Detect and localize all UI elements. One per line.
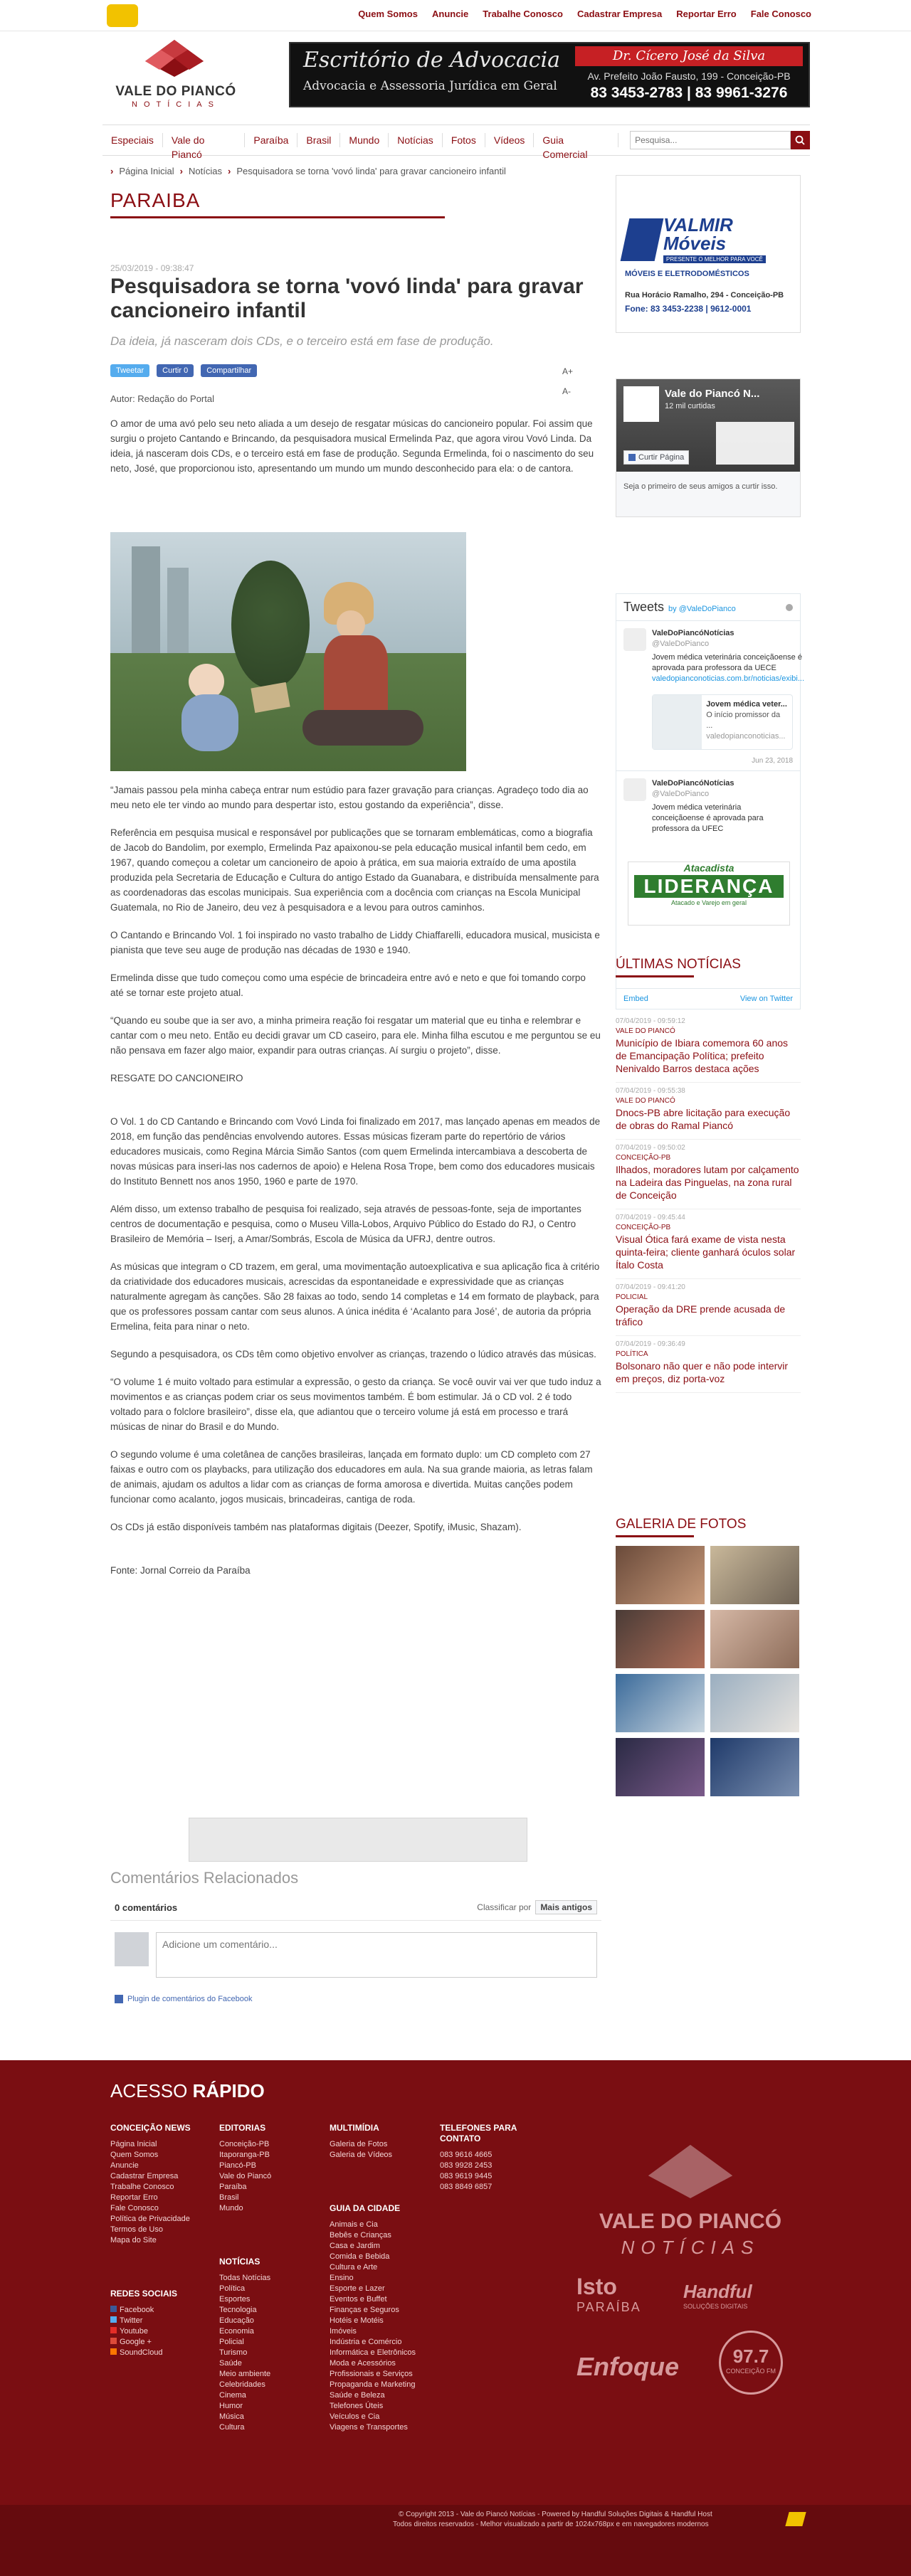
photo-gallery bbox=[616, 1517, 801, 1796]
footer bbox=[0, 2060, 911, 2505]
footer-link[interactable]: Todas Notícias bbox=[219, 2274, 271, 2282]
lideranca-sub: Atacado e Varejo em geral bbox=[671, 899, 747, 906]
valmir-phone: Fone: 83 3453-2238 | 9612-0001 bbox=[625, 304, 752, 314]
top-bar bbox=[0, 0, 911, 31]
footer-link[interactable]: Economia bbox=[219, 2327, 254, 2336]
footer-link[interactable]: Política de Privacidade bbox=[110, 2215, 190, 2223]
comment-input[interactable] bbox=[156, 1932, 597, 1978]
news-date: 07/04/2019 - 09:59:12 bbox=[616, 1017, 685, 1025]
valmir-logo-mark bbox=[621, 218, 664, 261]
top-link-cadastrar[interactable]: Cadastrar Empresa bbox=[576, 9, 663, 19]
logo-icon bbox=[644, 2138, 737, 2203]
fb-like-button[interactable]: Curtir 0 bbox=[157, 364, 194, 377]
tweet-author[interactable]: ValeDoPiancóNotícias bbox=[652, 779, 734, 788]
nav-item-paraiba[interactable]: Paraíba bbox=[245, 133, 297, 147]
lideranca-name: LIDERANÇA bbox=[634, 875, 784, 898]
footer-link[interactable]: Humor bbox=[219, 2402, 243, 2410]
paragraph: Ermelinda disse que tudo começou como uma espécie de brincadeira entre avó e neto e que foi tomando corpo até se tornar este projeto atual. bbox=[110, 972, 586, 998]
footer-link[interactable]: Policial bbox=[219, 2338, 244, 2346]
site-logo[interactable] bbox=[108, 37, 243, 111]
footer-col-title: CONCEIÇÃO NEWS bbox=[110, 2123, 191, 2133]
nav-item-especiais[interactable]: Especiais bbox=[102, 133, 163, 147]
sidebar-divider bbox=[616, 1535, 694, 1537]
footer-link[interactable]: Esportes bbox=[219, 2295, 251, 2304]
news-date: 07/04/2019 - 09:55:38 bbox=[616, 1087, 685, 1095]
news-title[interactable]: Dnocs-PB abre licitação para execução de obras do Ramal Piancó bbox=[616, 1107, 791, 1131]
paragraph: Além disso, um extenso trabalho de pesquisa foi realizado, seja através de pessoas-fonte, seja de importantes centros de documentação e pesquisa, como o Museu Villa-Lobos, Arquivo Público do Estado do RJ, o Centro Brasileiro de Memória – Iserj, a Amar/Sombrás, Escola de Música da UFRJ, dentre outros. bbox=[110, 1204, 581, 1244]
gallery-thumb[interactable] bbox=[616, 1674, 705, 1732]
paragraph: “Jamais passou pela minha cabeça entrar num estúdio para fazer gravação para crianças. Agradeço todo dia ao meu neto ele ter vindo ao mundo para despertar isto, estou gostando da experiência”, disse. bbox=[110, 785, 589, 810]
paragraph: Referência em pesquisa musical e responsável por publicações que se tornaram emblemáticas, como a biografia de Jacob do Bandolim, por exemplo, Ermelinda Paz apaixonou-se pela educação musical infantil bem cedo, em 1967, quando começou a coletar um cancioneiro de apoio à prática, em sua maioria extraído de uma apostila produzida pela Secretaria de Educação e Cultura do antigo Estado da Guanabara, e distribuída mensalmente para as coordenadoras das escolas municipais. Sua experiência com a docência com crianças na Escola Municipal Guatemala, no Rio de Janeiro, deu vez à pesquisadora e a levou para outros caminhos. bbox=[110, 827, 599, 913]
valmir-tagline: MÓVEIS E ELETRODOMÉSTICOS bbox=[625, 270, 749, 278]
facebook-icon bbox=[110, 2306, 117, 2312]
footer-phone: 083 9619 9445 bbox=[440, 2172, 493, 2180]
breadcrumb-home[interactable]: Página Inicial bbox=[119, 165, 174, 176]
top-links bbox=[358, 9, 811, 19]
fb-like-page-button[interactable] bbox=[623, 450, 689, 465]
footer-col-telefones bbox=[440, 2123, 539, 2193]
logo-subtitle: NOTÍCIAS bbox=[132, 100, 220, 109]
font-size-controls bbox=[562, 366, 573, 396]
share-bar bbox=[110, 364, 257, 377]
fb-page-name[interactable]: Vale do Piancó N... bbox=[665, 388, 760, 400]
font-decrease-button[interactable]: A- bbox=[562, 386, 571, 396]
footer-title-a: ACESSO bbox=[110, 2080, 188, 2101]
news-category: VALE DO PIANCÓ bbox=[616, 1097, 675, 1105]
article-source: Fonte: Jornal Correio da Paraíba bbox=[110, 1565, 251, 1576]
footer-link[interactable]: Tecnologia bbox=[219, 2306, 257, 2314]
valmir-slogan: PRESENTE O MELHOR PARA VOCÊ bbox=[663, 255, 766, 263]
article-subtitle: Da ideia, já nasceram dois CDs, e o terceiro está em fase de produção. bbox=[110, 334, 494, 348]
top-link-reportar[interactable]: Reportar Erro bbox=[676, 9, 737, 19]
footer-link[interactable]: Imóveis bbox=[330, 2327, 357, 2336]
footer-link[interactable]: Mundo bbox=[219, 2204, 243, 2212]
tweet-card[interactable] bbox=[652, 694, 793, 750]
partner-name: Handful bbox=[683, 2281, 752, 2302]
footer-link[interactable]: Política bbox=[219, 2284, 246, 2293]
main-nav bbox=[102, 124, 810, 160]
news-item[interactable] bbox=[616, 1140, 801, 1209]
youtube-icon bbox=[110, 2327, 117, 2333]
footer-phone: 083 9928 2453 bbox=[440, 2161, 493, 2170]
card-icon bbox=[653, 695, 702, 749]
main-header bbox=[110, 164, 601, 218]
footer-col-title: EDITORIAS bbox=[219, 2123, 266, 2133]
lideranca-top: Atacadista bbox=[683, 862, 734, 874]
footer-col-title: TELEFONES PARA CONTATO bbox=[440, 2123, 517, 2143]
article-body bbox=[110, 783, 601, 1591]
footer-col-conceicao bbox=[110, 2123, 203, 2358]
social-google[interactable] bbox=[110, 2337, 203, 2348]
chevron-right-icon: › bbox=[179, 165, 184, 176]
footer-link[interactable]: Eventos e Buffet bbox=[330, 2295, 387, 2304]
news-title[interactable]: Operação da DRE prende acusada de tráfico bbox=[616, 1303, 786, 1327]
sort-select[interactable]: Mais antigos bbox=[535, 1900, 597, 1914]
search-icon bbox=[795, 135, 805, 145]
view-on-twitter-link[interactable]: View on Twitter bbox=[739, 995, 793, 1003]
paragraph: O Vol. 1 do CD Cantando e Brincando com Vovó Linda foi finalizado em 2017, mas lançado apenas em meados de 2018, em função das pendências envolvendo autores. Essas músicas fizeram parte do repertório de vários educadores musicais, como Regina Márcia Simão Santos (com quem Ermelinda intercambiava a descoberta de novas músicas para inseri-las nos cadernos de apoio) e Helena Rosa Trope, bem como dos educadores musicais do Instituto Bennett nos anos 1950, 1960 e parte de 1970. bbox=[110, 1116, 601, 1187]
fb-like-page-label: Curtir Página bbox=[638, 453, 685, 462]
footer-link[interactable]: Ensino bbox=[330, 2274, 354, 2282]
news-title[interactable]: Bolsonaro não quer e não pode intervir em preços, diz porta-voz bbox=[616, 1360, 789, 1384]
valmir-address: Rua Horácio Ramalho, 294 - Conceição-PB bbox=[625, 291, 784, 300]
breadcrumb bbox=[110, 164, 601, 178]
chevron-right-icon: › bbox=[110, 165, 114, 176]
gallery-thumb[interactable] bbox=[710, 1738, 799, 1796]
gallery-thumb[interactable] bbox=[710, 1610, 799, 1668]
footer-col-title: MULTIMÍDIA bbox=[330, 2123, 379, 2133]
footer-link[interactable]: Galeria de Vídeos bbox=[330, 2151, 393, 2159]
partner-logos bbox=[576, 2274, 804, 2416]
partner-sub: PARAÍBA bbox=[576, 2300, 641, 2314]
nav-item-brasil[interactable]: Brasil bbox=[297, 133, 340, 147]
paragraph: O segundo volume é uma coletânea de canções brasileiras, lançada em formato duplo: um CD completo com 27 faixas e outro com os playbacks, para utilização dos educadores em aula. Na sua grande maioria, as letras falam de animais, ajudam os adultos a lidar com as crianças de forma amorosa e divertida. Muitas canções podem funcionar como acalanto, jogos musicais, brincadeiras, cantiga de roda. bbox=[110, 1449, 593, 1505]
footer-link[interactable]: Trabalhe Conosco bbox=[110, 2183, 174, 2191]
news-title[interactable]: Ilhados, moradores lutam por calçamento na Ladeira das Pinguelas, na zona rural de Conceição bbox=[616, 1164, 799, 1201]
comments-title: Comentários Relacionados bbox=[110, 1869, 299, 1887]
footer-link[interactable]: Esporte e Lazer bbox=[330, 2284, 385, 2293]
footer-col-title: GUIA DA CIDADE bbox=[330, 2203, 401, 2213]
header-ad-banner[interactable] bbox=[289, 42, 810, 107]
comments-count: 0 comentários bbox=[115, 1902, 178, 1913]
paragraph: As músicas que integram o CD trazem, em geral, uma movimentação autoexplicativa e sua aplicação fica à critério da criatividade dos educadores musicais, acrescidas da espontaneidade e expressividade que as crianças naturalmente agregam às canções. São 28 faixas ao todo, sendo 14 completas e 14 em formato de playback, para que os professores possam cantar com seus alunos. A única inédita é ‘Acalanto para José’, de autoria da própria Ermelina, feita para ninar o neto. bbox=[110, 1261, 600, 1332]
logo-icon bbox=[142, 37, 206, 78]
partner-isto-paraiba[interactable] bbox=[576, 2274, 641, 2315]
tweets-title: Tweets bbox=[623, 600, 665, 614]
paragraph: O amor de uma avó pelo seu neto aliada a um desejo de resgatar músicas do cancioneiro popular. Foi assim que surgiu o projeto Cantando e Brincando, da pesquisadora musical Ermelinda Paz, que agora virou Vovó Linda. Da ideia, já nasceram dois CDs, e o terceiro está em fase de produção. Segunda Ermelinda, foi o nascimento do seu neto, José, que proporcionou isto, apresentando um mundo um mundo desconhecido para ela: o de cantora. bbox=[110, 418, 594, 474]
section-heading: RESGATE DO CANCIONEIRO bbox=[110, 1073, 243, 1083]
partner-handful[interactable] bbox=[683, 2281, 752, 2310]
partner-name: Isto bbox=[576, 2274, 617, 2299]
social-label: Twitter bbox=[120, 2316, 143, 2325]
comments-section bbox=[110, 1869, 601, 2003]
article-body-intro bbox=[110, 416, 601, 489]
footer-link[interactable]: Telefones Úteis bbox=[330, 2402, 384, 2410]
article-photo bbox=[110, 532, 466, 771]
top-link-trabalhe[interactable]: Trabalhe Conosco bbox=[483, 9, 563, 19]
section-divider bbox=[110, 216, 445, 218]
tweet-text: Jovem médica veterinária conceiçãoense é aprovada para professora da UECE bbox=[652, 653, 802, 672]
ad-placeholder bbox=[189, 1818, 527, 1862]
top-link-quem-somos[interactable]: Quem Somos bbox=[358, 9, 418, 19]
tweet-avatar[interactable] bbox=[623, 628, 646, 651]
footer-col-title: NOTÍCIAS bbox=[219, 2257, 260, 2267]
news-date: 07/04/2019 - 09:45:44 bbox=[616, 1214, 685, 1221]
search-input[interactable] bbox=[630, 131, 791, 149]
footer-link[interactable]: Comida e Bebida bbox=[330, 2252, 390, 2261]
top-link-anuncie[interactable]: Anuncie bbox=[431, 9, 469, 19]
tweets-by[interactable]: by @ValeDoPianco bbox=[668, 605, 736, 613]
footer-link[interactable]: Termos de Uso bbox=[110, 2225, 163, 2234]
footer-link[interactable]: Música bbox=[219, 2412, 244, 2421]
ad-title: Escritório de Advocacia bbox=[303, 48, 561, 73]
social-facebook[interactable] bbox=[110, 2305, 203, 2316]
social-label: Youtube bbox=[120, 2327, 148, 2336]
paragraph: “O volume 1 é muito voltado para estimular a expressão, o gesto da criança. Se você ouvir vai ver que tudo induz a movimentos e as crianças podem criar os seus movimentos também. É bom estimular. Já o CD vol. 2 é todo voltado para o folclore brasileiro”, disse ela, que adiantou que o terceiro volume já está em processo e trará músicas de ninar do Brasil e do Mundo. bbox=[110, 1377, 601, 1432]
gallery-title: GALERIA DE FOTOS bbox=[616, 1517, 747, 1532]
partner-enfoque[interactable] bbox=[576, 2352, 679, 2382]
soundcloud-icon bbox=[110, 2348, 117, 2355]
tweet-author[interactable]: ValeDoPiancóNotícias bbox=[652, 629, 734, 637]
footer-link[interactable]: Galeria de Fotos bbox=[330, 2140, 388, 2148]
social-label: Google + bbox=[120, 2338, 152, 2346]
news-date: 07/04/2019 - 09:41:20 bbox=[616, 1283, 685, 1291]
footer-link[interactable]: Reportar Erro bbox=[110, 2193, 158, 2202]
breadcrumb-noticias[interactable]: Notícias bbox=[189, 165, 222, 176]
footer-link[interactable]: Finanças e Seguros bbox=[330, 2306, 399, 2314]
ad-phones: 83 3453-2783 | 83 9961-3276 bbox=[590, 85, 788, 101]
avatar bbox=[115, 1932, 149, 1966]
sidebar-divider bbox=[616, 975, 694, 977]
footer-link[interactable]: Mapa do Site bbox=[110, 2236, 157, 2244]
paragraph: Segundo a pesquisadora, os CDs têm como objetivo envolver as crianças, trazendo o lúdico através das músicas. bbox=[110, 1349, 596, 1359]
card-title: Jovem médica veter... bbox=[706, 700, 787, 709]
news-item[interactable] bbox=[616, 1336, 801, 1393]
footer-logo[interactable] bbox=[584, 2138, 797, 2267]
social-label: Facebook bbox=[120, 2306, 154, 2314]
facebook-icon bbox=[115, 1995, 123, 2003]
font-increase-button[interactable]: A+ bbox=[562, 366, 574, 376]
news-item[interactable] bbox=[616, 1083, 801, 1140]
footer-title-b: RÁPIDO bbox=[192, 2080, 265, 2101]
facebook-icon bbox=[628, 454, 636, 461]
footer-link[interactable]: Página Inicial bbox=[110, 2140, 157, 2148]
article-title: Pesquisadora se torna 'vovó linda' para gravar cancioneiro infantil bbox=[110, 275, 584, 322]
tweet-link[interactable]: valedopianconoticias.com.br/noticias/exibi... bbox=[652, 674, 805, 683]
card-text: O início promissor da ... bbox=[706, 711, 781, 730]
news-date: 07/04/2019 - 09:36:49 bbox=[616, 1340, 685, 1348]
footer-link[interactable]: Itaporanga-PB bbox=[219, 2151, 270, 2159]
paragraph: O Cantando e Brincando Vol. 1 foi inspirado no vasto trabalho de Liddy Chiaffarelli, educadora musical, musicista e pianista que teve seu auge de produção nas décadas de 1930 e 1940. bbox=[110, 930, 600, 955]
footer-phone: 083 8849 6857 bbox=[440, 2183, 493, 2191]
gallery-thumb[interactable] bbox=[616, 1546, 705, 1604]
fb-share-button[interactable]: Compartilhar bbox=[201, 364, 257, 377]
gallery-thumb[interactable] bbox=[710, 1546, 799, 1604]
header bbox=[0, 31, 911, 115]
google-plus-icon bbox=[110, 2338, 117, 2344]
social-soundcloud[interactable] bbox=[110, 2348, 203, 2358]
footer-link[interactable]: Viagens e Transportes bbox=[330, 2423, 408, 2432]
partner-name: 97.7 bbox=[732, 2346, 769, 2367]
facebook-page-box bbox=[616, 378, 801, 517]
footer-link[interactable]: Paraíba bbox=[219, 2183, 247, 2191]
footer-link[interactable]: Piancó-PB bbox=[219, 2161, 256, 2170]
latest-news bbox=[616, 957, 801, 1393]
news-item[interactable] bbox=[616, 1209, 801, 1279]
tweet-text: Jovem médica veterinária conceiçãoense é aprovada para professora da UFEC bbox=[652, 803, 764, 833]
footer-link[interactable]: Veículos e Cia bbox=[330, 2412, 380, 2421]
footer-link[interactable]: Fale Conosco bbox=[110, 2204, 159, 2212]
social-label: SoundCloud bbox=[120, 2348, 163, 2357]
footer-link[interactable]: Propaganda e Marketing bbox=[330, 2380, 416, 2389]
rights-text: Todos direitos reservados - Melhor visualizado a partir de 1024x768px e em navegadores modernos bbox=[393, 2521, 709, 2528]
news-item[interactable] bbox=[616, 1013, 801, 1083]
copyright-text: © Copyright 2013 - Vale do Piancó Notícias - Powered by Handful Soluções Digitais & Handful Host bbox=[399, 2511, 712, 2518]
social-youtube[interactable] bbox=[110, 2326, 203, 2337]
partner-conceicao-fm[interactable] bbox=[719, 2331, 783, 2395]
social-twitter[interactable] bbox=[110, 2316, 203, 2326]
search-button[interactable] bbox=[791, 131, 810, 149]
gallery-thumb[interactable] bbox=[616, 1738, 705, 1796]
ad-address: Av. Prefeito João Fausto, 199 - Conceição-PB bbox=[587, 70, 791, 82]
partner-sub: CONCEIÇÃO FM bbox=[725, 2368, 776, 2375]
footer-link[interactable]: Bebês e Crianças bbox=[330, 2231, 391, 2240]
partner-name: Enfoque bbox=[576, 2352, 679, 2381]
nav-item-mundo[interactable]: Mundo bbox=[340, 133, 389, 147]
section-title: PARAIBA bbox=[110, 189, 201, 211]
footer-link[interactable]: Quem Somos bbox=[110, 2151, 159, 2159]
news-category: VALE DO PIANCÓ bbox=[616, 1027, 675, 1035]
footer-logo-title: VALE DO PIANCÓ bbox=[599, 2210, 782, 2233]
footer-link[interactable]: Indústria e Comércio bbox=[330, 2338, 402, 2346]
footer-link[interactable]: Cadastrar Empresa bbox=[110, 2172, 179, 2180]
footer-link[interactable]: Cultura e Arte bbox=[330, 2263, 378, 2272]
footer-link[interactable]: Saúde bbox=[219, 2359, 242, 2368]
news-date: 07/04/2019 - 09:50:02 bbox=[616, 1144, 685, 1152]
footer-col-editorias bbox=[219, 2123, 312, 2433]
breadcrumb-current: Pesquisadora se torna 'vovó linda' para gravar cancioneiro infantil bbox=[236, 165, 506, 176]
news-title[interactable]: Visual Ótica fará exame de vista nesta quinta-feira; cliente ganhará óculos solar Ítalo Costa bbox=[616, 1234, 796, 1271]
valmir-ad[interactable] bbox=[616, 175, 801, 333]
footer-link[interactable]: Meio ambiente bbox=[219, 2370, 271, 2378]
ad-line: Advocacia e Assessoria Jurídica em Geral bbox=[303, 79, 557, 93]
gallery-grid bbox=[616, 1546, 801, 1796]
fb-plugin-link[interactable]: Plugin de comentários do Facebook bbox=[127, 1995, 253, 2003]
chevron-right-icon: › bbox=[227, 165, 231, 176]
paragraph: “Quando eu soube que ia ser avo, a minha primeira reação foi resgatar um material que eu tinha e relembrar e cantar com o meu neto. Então eu decidi gravar um CD caseiro, para ele. Minha filha escutou e me perguntou se eu não pensava em fazer algo maior, expandir para outras crianças. Aí surgiu o projeto”, disse. bbox=[110, 1015, 601, 1056]
tweet-avatar[interactable] bbox=[623, 778, 646, 801]
footer-col-multimidia bbox=[330, 2123, 429, 2433]
top-link-fale[interactable]: Fale Conosco bbox=[750, 9, 811, 19]
nav-item-noticias[interactable]: Notícias bbox=[389, 133, 443, 147]
embed-link[interactable]: Embed bbox=[623, 995, 648, 1003]
nav-item-guia[interactable]: Guia Comercial bbox=[534, 133, 618, 147]
news-item[interactable] bbox=[616, 1279, 801, 1336]
news-category: POLÍTICA bbox=[616, 1350, 648, 1358]
handful-icon[interactable] bbox=[785, 2512, 806, 2526]
nav-item-fotos[interactable]: Fotos bbox=[443, 133, 485, 147]
footer-link[interactable]: Casa e Jardim bbox=[330, 2242, 380, 2250]
footer-link[interactable]: Celebridades bbox=[219, 2380, 265, 2389]
twitter-timeline bbox=[616, 593, 805, 1009]
footer-bottom bbox=[0, 2505, 911, 2576]
sort-label: Classificar por bbox=[477, 1902, 532, 1912]
tweet-date[interactable]: Jun 23, 2018 bbox=[752, 757, 793, 765]
footer-link[interactable]: Moda e Acessórios bbox=[330, 2359, 396, 2368]
nav-item-vale[interactable]: Vale do Piancó bbox=[163, 133, 245, 147]
paragraph: Os CDs já estão disponíveis também nas plataformas digitais (Deezer, Spotify, iMusic, Shazam). bbox=[110, 1522, 522, 1532]
info-icon[interactable] bbox=[786, 604, 793, 611]
card-link: valedopianconoticias... bbox=[706, 732, 786, 741]
latest-news-title: ÚLTIMAS NOTÍCIAS bbox=[616, 957, 741, 972]
footer-link[interactable]: Vale do Piancó bbox=[219, 2172, 272, 2180]
tweet-handle: @ValeDoPianco bbox=[652, 790, 710, 798]
tweet-button[interactable]: Tweetar bbox=[110, 364, 149, 377]
article-author: Autor: Redação do Portal bbox=[110, 393, 214, 404]
partner-sub: SOLUÇÕES DIGITAIS bbox=[683, 2303, 748, 2310]
news-category: CONCEIÇÃO-PB bbox=[616, 1154, 671, 1162]
valmir-title: VALMIR Móveis bbox=[663, 214, 733, 254]
lideranca-ad[interactable] bbox=[628, 862, 790, 926]
ad-lawyer-name: Dr. Cícero José da Silva bbox=[575, 46, 803, 66]
logo-title: VALE DO PIANCÓ bbox=[115, 84, 236, 99]
footer-logo-subtitle: NOTÍCIAS bbox=[621, 2237, 760, 2258]
news-category: POLICIAL bbox=[616, 1293, 648, 1301]
twitter-icon bbox=[110, 2316, 117, 2323]
footer-link[interactable]: Turismo bbox=[219, 2348, 248, 2357]
gallery-thumb[interactable] bbox=[616, 1610, 705, 1668]
footer-link[interactable]: Saúde e Beleza bbox=[330, 2391, 385, 2400]
weather-widget bbox=[107, 4, 138, 27]
news-category: CONCEIÇÃO-PB bbox=[616, 1224, 671, 1231]
footer-phone: 083 9616 4665 bbox=[440, 2151, 493, 2159]
fb-friends-text: Seja o primeiro de seus amigos a curtir isso. bbox=[623, 482, 778, 491]
news-title[interactable]: Município de Ibiara comemora 60 anos de Emancipação Política; prefeito Nenivaldo Barros destaca ações bbox=[616, 1037, 789, 1074]
footer-col-title: REDES SOCIAIS bbox=[110, 2289, 178, 2299]
fb-cover-logo bbox=[716, 422, 794, 465]
footer-link[interactable]: Educação bbox=[219, 2316, 254, 2325]
footer-link[interactable]: Informática e Eletrônicos bbox=[330, 2348, 416, 2357]
footer-link[interactable]: Animais e Cia bbox=[330, 2220, 378, 2229]
footer-link[interactable]: Anuncie bbox=[110, 2161, 139, 2170]
gallery-thumb[interactable] bbox=[710, 1674, 799, 1732]
footer-link[interactable]: Conceição-PB bbox=[219, 2140, 270, 2148]
fb-page-likes: 12 mil curtidas bbox=[665, 402, 715, 410]
article-date: 25/03/2019 - 09:38:47 bbox=[110, 263, 194, 273]
nav-item-videos[interactable]: Vídeos bbox=[485, 133, 535, 147]
footer-link[interactable]: Profissionais e Serviços bbox=[330, 2370, 413, 2378]
footer-link[interactable]: Brasil bbox=[219, 2193, 239, 2202]
footer-link[interactable]: Cultura bbox=[219, 2423, 245, 2432]
footer-link[interactable]: Hotéis e Motéis bbox=[330, 2316, 384, 2325]
footer-link[interactable]: Cinema bbox=[219, 2391, 246, 2400]
fb-page-avatar[interactable] bbox=[623, 386, 659, 422]
tweet-handle: @ValeDoPianco bbox=[652, 640, 710, 648]
